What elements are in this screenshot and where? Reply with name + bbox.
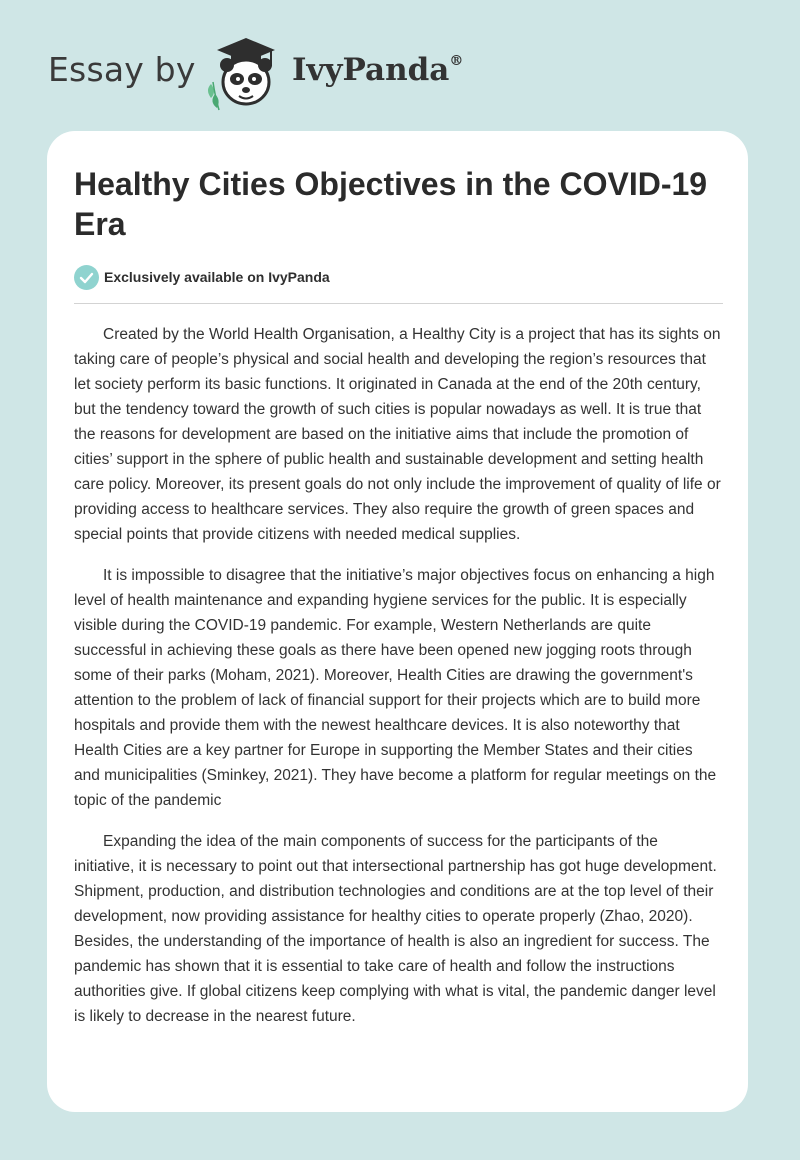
paragraph: Created by the World Health Organisation, a Healthy City is a project that has its sights on taking care of people’s physical and social health and developing the region’s resources that let society perform its basic functions. It originated in Canada at the end of the 20th century, but the tendency toward the growth of such cities is popular nowadays as well. It is true that the reasons for development are based on the initiative aims that include the promotion of cities’ support in the sphere of public health and sustainable development and setting health care policy. Moreover, its present goals do not only include the improvement of quality of life or providing access to healthcare services. They also require the growth of green spaces and special points that provide citizens with needed medical supplies. <box>74 326 721 543</box>
ivypanda-logo-icon[interactable] <box>203 32 285 112</box>
brand-header <box>48 32 508 112</box>
brand-prefix: Essay by <box>48 50 196 89</box>
brand-name <box>292 52 463 88</box>
essay-body <box>74 322 722 1045</box>
paragraph: It is impossible to disagree that the initiative’s major objectives focus on enhancing a high level of health maintenance and expanding hygiene services for the public. It is especially visible during the COVID-19 pandemic. For example, Western Netherlands are quite successful in achieving these goals as there have been opened new jogging roots through some of their parks (Moham, 2021). Moreover, Health Cities are drawing the government's attention to the problem of lack of financial support for their projects which are to build more hospitals and provide them with the newest healthcare devices. It is also noteworthy that Health Cities are a key partner for Europe in supporting the Member States and their cities and municipalities (Sminkey, 2021). They have become a platform for regular meetings on the topic of the pandemic <box>74 567 717 809</box>
registered-mark: ® <box>449 52 464 69</box>
page-title: Healthy Cities Objectives in the COVID-19 Era <box>74 166 708 242</box>
check-circle-icon <box>74 265 99 290</box>
exclusive-badge-text: Exclusively available on IvyPanda <box>104 269 330 285</box>
essay-card <box>47 131 748 1112</box>
exclusive-badge <box>74 264 330 290</box>
brand-name-text: IvyPanda <box>292 52 450 88</box>
divider <box>74 303 723 304</box>
paragraph: Expanding the idea of the main components of success for the participants of the initiative, it is necessary to point out that intersectional partnership has got huge development. Shipment, production, and distribution technologies and conditions are at the top level of their development, now providing assistance for healthy cities to operate properly (Zhao, 2020). Besides, the understanding of the importance of health is also an ingredient for success. The pandemic has shown that it is essential to take care of health and follow the instructions authorities give. If global citizens keep complying with what is vital, the pandemic danger level is likely to decrease in the nearest future. <box>74 833 717 1025</box>
